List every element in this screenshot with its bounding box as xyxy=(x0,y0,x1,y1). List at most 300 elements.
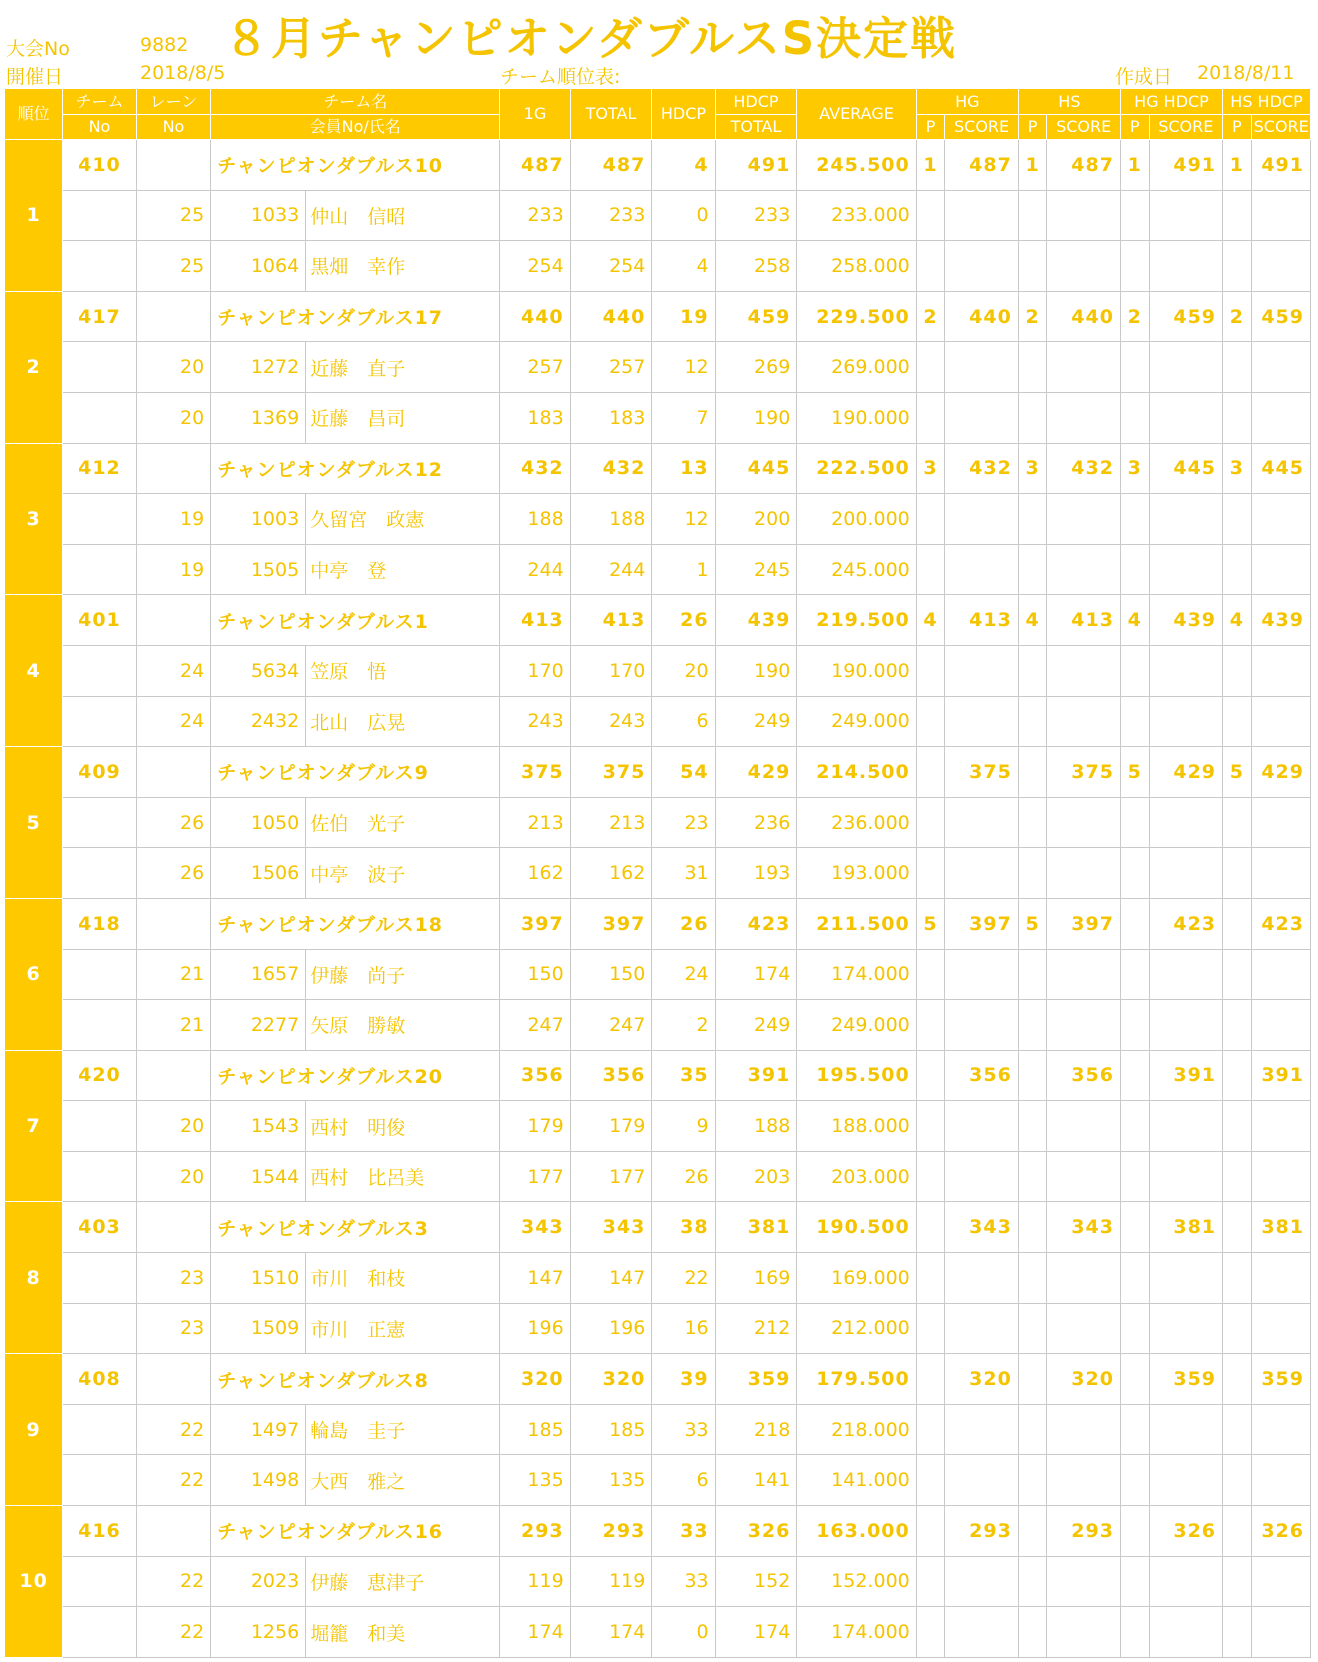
empty-cell xyxy=(1149,241,1223,292)
hg-score: 413 xyxy=(945,595,1019,646)
col-hdcp-total-l2: TOTAL xyxy=(715,115,797,140)
rank-cell: 9 xyxy=(5,1354,63,1506)
hg-hdcp-place: 2 xyxy=(1120,291,1149,342)
hg-place xyxy=(916,1354,945,1405)
hdcp: 6 xyxy=(652,1455,715,1506)
col-hg-p: P xyxy=(916,115,945,140)
score-1g: 119 xyxy=(500,1556,570,1607)
average: 236.000 xyxy=(797,797,916,848)
empty-cell xyxy=(1223,1253,1252,1304)
rank-cell: 3 xyxy=(5,443,63,595)
hg-hdcp-score: 391 xyxy=(1149,1050,1223,1101)
member-name: 伊藤 恵津子 xyxy=(306,1556,500,1607)
empty-cell xyxy=(1018,494,1047,545)
team-no-empty xyxy=(63,1556,137,1607)
score-total: 177 xyxy=(570,1151,652,1202)
team-row xyxy=(5,1354,1311,1405)
empty-cell xyxy=(1149,949,1223,1000)
empty-cell xyxy=(1251,392,1310,443)
score-1g: 487 xyxy=(500,140,570,191)
empty-cell xyxy=(916,190,945,241)
lane-no: 20 xyxy=(136,392,211,443)
hs-place xyxy=(1018,1050,1047,1101)
empty-cell xyxy=(1223,949,1252,1000)
empty-cell xyxy=(1149,696,1223,747)
score-total: 213 xyxy=(570,797,652,848)
rank-cell: 8 xyxy=(5,1202,63,1354)
empty-cell xyxy=(1047,1000,1121,1051)
member-row xyxy=(5,1000,1311,1051)
score-1g: 243 xyxy=(500,696,570,747)
member-no: 1510 xyxy=(211,1253,306,1304)
hs-hdcp-place: 5 xyxy=(1223,747,1252,798)
hg-score: 343 xyxy=(945,1202,1019,1253)
average: 190.500 xyxy=(797,1202,916,1253)
team-name: チャンピオンダブルス20 xyxy=(211,1050,500,1101)
member-row xyxy=(5,544,1311,595)
hdcp-total: 249 xyxy=(715,696,797,747)
empty-cell xyxy=(1223,645,1252,696)
hs-place xyxy=(1018,1506,1047,1557)
hs-score: 440 xyxy=(1047,291,1121,342)
score-total: 196 xyxy=(570,1303,652,1354)
hdcp-total: 439 xyxy=(715,595,797,646)
score-total: 233 xyxy=(570,190,652,241)
empty-cell xyxy=(1223,494,1252,545)
empty-cell xyxy=(1223,797,1252,848)
member-name: 堀籠 和美 xyxy=(306,1607,500,1658)
hg-hdcp-place: 4 xyxy=(1120,595,1149,646)
member-no: 1509 xyxy=(211,1303,306,1354)
hdcp: 16 xyxy=(652,1303,715,1354)
score-1g: 356 xyxy=(500,1050,570,1101)
average: 222.500 xyxy=(797,443,916,494)
team-no: 412 xyxy=(63,443,137,494)
rank-cell: 4 xyxy=(5,595,63,747)
member-no: 1272 xyxy=(211,342,306,393)
empty-cell xyxy=(1120,1303,1149,1354)
empty-cell xyxy=(1223,696,1252,747)
empty-cell xyxy=(1149,1253,1223,1304)
hdcp-total: 174 xyxy=(715,1607,797,1658)
empty-cell xyxy=(1120,848,1149,899)
hs-hdcp-place: 3 xyxy=(1223,443,1252,494)
member-row xyxy=(5,1101,1311,1152)
hs-hdcp-place: 1 xyxy=(1223,140,1252,191)
empty-cell xyxy=(945,848,1019,899)
hs-score: 397 xyxy=(1047,898,1121,949)
hg-place: 2 xyxy=(916,291,945,342)
empty-cell xyxy=(1251,1404,1310,1455)
score-1g: 254 xyxy=(500,241,570,292)
average: 190.000 xyxy=(797,392,916,443)
hs-score: 375 xyxy=(1047,747,1121,798)
col-hs: HS xyxy=(1018,89,1120,115)
hdcp-total: 245 xyxy=(715,544,797,595)
member-name: 北山 広晃 xyxy=(306,696,500,747)
hdcp-total: 359 xyxy=(715,1354,797,1405)
member-no: 1256 xyxy=(211,1607,306,1658)
empty-cell xyxy=(1251,342,1310,393)
rank-cell: 6 xyxy=(5,898,63,1050)
hg-hdcp-score: 491 xyxy=(1149,140,1223,191)
score-total: 397 xyxy=(570,898,652,949)
empty-cell xyxy=(1120,1000,1149,1051)
member-row xyxy=(5,1151,1311,1202)
hdcp-total: 174 xyxy=(715,949,797,1000)
hdcp: 12 xyxy=(652,494,715,545)
average: 179.500 xyxy=(797,1354,916,1405)
team-row xyxy=(5,1506,1311,1557)
empty-cell xyxy=(1223,848,1252,899)
empty-cell xyxy=(1149,342,1223,393)
empty-cell xyxy=(1018,190,1047,241)
member-no: 1657 xyxy=(211,949,306,1000)
member-row xyxy=(5,797,1311,848)
team-no-empty xyxy=(63,1000,137,1051)
hdcp: 31 xyxy=(652,848,715,899)
lane-no: 21 xyxy=(136,949,211,1000)
average: 211.500 xyxy=(797,898,916,949)
member-row xyxy=(5,392,1311,443)
empty-cell xyxy=(1047,392,1121,443)
col-1g: 1G xyxy=(500,89,570,140)
hdcp: 0 xyxy=(652,190,715,241)
team-no-empty xyxy=(63,494,137,545)
lane-no: 25 xyxy=(136,190,211,241)
hs-hdcp-score: 359 xyxy=(1251,1354,1310,1405)
empty-cell xyxy=(1251,544,1310,595)
hdcp: 26 xyxy=(652,898,715,949)
hs-score: 487 xyxy=(1047,140,1121,191)
average: 169.000 xyxy=(797,1253,916,1304)
empty-cell xyxy=(916,1000,945,1051)
hg-hdcp-place: 1 xyxy=(1120,140,1149,191)
hs-place xyxy=(1018,747,1047,798)
hs-hdcp-score: 381 xyxy=(1251,1202,1310,1253)
empty-cell xyxy=(1251,1455,1310,1506)
empty-cell xyxy=(945,949,1019,1000)
empty-cell xyxy=(1149,848,1223,899)
empty-cell xyxy=(1223,1000,1252,1051)
hs-hdcp-place xyxy=(1223,1506,1252,1557)
member-no: 1544 xyxy=(211,1151,306,1202)
empty-cell xyxy=(916,848,945,899)
hdcp-total: 459 xyxy=(715,291,797,342)
empty-cell xyxy=(1149,1607,1223,1658)
empty-cell xyxy=(1047,1101,1121,1152)
empty-cell xyxy=(1149,1404,1223,1455)
average: 188.000 xyxy=(797,1101,916,1152)
team-name: チャンピオンダブルス12 xyxy=(211,443,500,494)
member-name: 市川 正憲 xyxy=(306,1303,500,1354)
empty-cell xyxy=(1018,949,1047,1000)
empty-cell xyxy=(916,544,945,595)
empty-cell xyxy=(1018,797,1047,848)
score-1g: 244 xyxy=(500,544,570,595)
team-no: 409 xyxy=(63,747,137,798)
col-hdcp: HDCP xyxy=(652,89,715,140)
lane-no: 19 xyxy=(136,494,211,545)
average: 249.000 xyxy=(797,1000,916,1051)
team-no-empty xyxy=(63,797,137,848)
hdcp-total: 212 xyxy=(715,1303,797,1354)
hs-place xyxy=(1018,1202,1047,1253)
hs-score: 343 xyxy=(1047,1202,1121,1253)
col-team-l2: No xyxy=(63,115,137,140)
col-team-l1: チーム xyxy=(63,89,137,115)
empty-cell xyxy=(1018,1303,1047,1354)
empty-cell xyxy=(1251,494,1310,545)
empty-cell xyxy=(945,1151,1019,1202)
hs-place: 3 xyxy=(1018,443,1047,494)
member-name: 輪島 圭子 xyxy=(306,1404,500,1455)
rank-cell: 10 xyxy=(5,1506,63,1658)
score-1g: 432 xyxy=(500,443,570,494)
hdcp-total: 190 xyxy=(715,645,797,696)
empty-cell xyxy=(1018,241,1047,292)
empty-cell xyxy=(1018,1404,1047,1455)
empty-cell xyxy=(916,1253,945,1304)
empty-cell xyxy=(1047,494,1121,545)
empty-cell xyxy=(1251,1556,1310,1607)
empty-cell xyxy=(1047,544,1121,595)
hs-place: 1 xyxy=(1018,140,1047,191)
hg-place xyxy=(916,1050,945,1101)
hdcp: 26 xyxy=(652,1151,715,1202)
hs-hdcp-score: 445 xyxy=(1251,443,1310,494)
member-row xyxy=(5,848,1311,899)
empty-cell xyxy=(1149,1455,1223,1506)
average: 245.500 xyxy=(797,140,916,191)
lane-no: 22 xyxy=(136,1556,211,1607)
empty-cell xyxy=(945,544,1019,595)
average: 195.500 xyxy=(797,1050,916,1101)
empty-cell xyxy=(1223,1455,1252,1506)
hg-hdcp-score: 439 xyxy=(1149,595,1223,646)
lane-no: 22 xyxy=(136,1455,211,1506)
page-title: ８月チャンピオンダブルスS決定戦 xyxy=(224,12,958,65)
hg-hdcp-place xyxy=(1120,1354,1149,1405)
empty-cell xyxy=(945,494,1019,545)
member-name: 市川 和枝 xyxy=(306,1253,500,1304)
member-no: 1033 xyxy=(211,190,306,241)
hs-hdcp-score: 459 xyxy=(1251,291,1310,342)
member-no: 5634 xyxy=(211,645,306,696)
empty-cell xyxy=(1251,1303,1310,1354)
empty-cell xyxy=(945,392,1019,443)
empty-cell xyxy=(916,342,945,393)
member-name: 近藤 昌司 xyxy=(306,392,500,443)
member-no: 2432 xyxy=(211,696,306,747)
empty-cell xyxy=(1120,949,1149,1000)
average: 190.000 xyxy=(797,645,916,696)
empty-cell xyxy=(1149,392,1223,443)
col-hg: HG xyxy=(916,89,1018,115)
hdcp-total: 193 xyxy=(715,848,797,899)
score-1g: 174 xyxy=(500,1607,570,1658)
rank-cell: 1 xyxy=(5,140,63,292)
team-name: チャンピオンダブルス18 xyxy=(211,898,500,949)
col-hs-p: P xyxy=(1018,115,1047,140)
empty-cell xyxy=(1120,1556,1149,1607)
empty-cell xyxy=(1047,1404,1121,1455)
hdcp: 23 xyxy=(652,797,715,848)
hs-score: 413 xyxy=(1047,595,1121,646)
empty-cell xyxy=(945,190,1019,241)
member-row xyxy=(5,949,1311,1000)
score-total: 244 xyxy=(570,544,652,595)
average: 229.500 xyxy=(797,291,916,342)
hg-place: 4 xyxy=(916,595,945,646)
score-total: 183 xyxy=(570,392,652,443)
hdcp: 24 xyxy=(652,949,715,1000)
col-lane-l2: No xyxy=(136,115,211,140)
empty-cell xyxy=(1018,696,1047,747)
member-row xyxy=(5,1253,1311,1304)
hdcp-total: 200 xyxy=(715,494,797,545)
hg-place: 5 xyxy=(916,898,945,949)
team-no: 418 xyxy=(63,898,137,949)
hg-place: 3 xyxy=(916,443,945,494)
tournament-no-label: 大会No xyxy=(6,38,70,60)
empty-cell xyxy=(1120,392,1149,443)
lane-no: 23 xyxy=(136,1253,211,1304)
member-name: 笠原 悟 xyxy=(306,645,500,696)
empty-cell xyxy=(1223,392,1252,443)
lane-no: 22 xyxy=(136,1404,211,1455)
empty-cell xyxy=(1018,1000,1047,1051)
hg-score: 432 xyxy=(945,443,1019,494)
empty-cell xyxy=(945,797,1019,848)
score-total: 150 xyxy=(570,949,652,1000)
member-no: 2023 xyxy=(211,1556,306,1607)
hdcp-total: 169 xyxy=(715,1253,797,1304)
lane-no xyxy=(136,140,211,191)
rank-cell: 7 xyxy=(5,1050,63,1202)
member-row xyxy=(5,696,1311,747)
member-name: 伊藤 尚子 xyxy=(306,949,500,1000)
team-name: チャンピオンダブルス9 xyxy=(211,747,500,798)
hs-place xyxy=(1018,1354,1047,1405)
hdcp-total: 249 xyxy=(715,1000,797,1051)
team-no-empty xyxy=(63,696,137,747)
lane-no: 25 xyxy=(136,241,211,292)
member-row xyxy=(5,342,1311,393)
empty-cell xyxy=(1223,241,1252,292)
empty-cell xyxy=(1251,1151,1310,1202)
team-name: チャンピオンダブルス8 xyxy=(211,1354,500,1405)
member-row xyxy=(5,1607,1311,1658)
team-no: 403 xyxy=(63,1202,137,1253)
empty-cell xyxy=(1018,544,1047,595)
empty-cell xyxy=(1018,1253,1047,1304)
empty-cell xyxy=(1047,1455,1121,1506)
empty-cell xyxy=(1047,1253,1121,1304)
empty-cell xyxy=(1120,190,1149,241)
col-hs-hdcp-p: P xyxy=(1223,115,1252,140)
lane-no xyxy=(136,1050,211,1101)
score-1g: 397 xyxy=(500,898,570,949)
score-1g: 293 xyxy=(500,1506,570,1557)
hg-hdcp-score: 429 xyxy=(1149,747,1223,798)
hs-hdcp-score: 439 xyxy=(1251,595,1310,646)
score-total: 179 xyxy=(570,1101,652,1152)
hdcp: 4 xyxy=(652,140,715,191)
average: 174.000 xyxy=(797,1607,916,1658)
empty-cell xyxy=(1251,241,1310,292)
lane-no: 21 xyxy=(136,1000,211,1051)
lane-no xyxy=(136,898,211,949)
hs-hdcp-score: 391 xyxy=(1251,1050,1310,1101)
empty-cell xyxy=(945,1607,1019,1658)
lane-no: 20 xyxy=(136,1151,211,1202)
member-row xyxy=(5,1404,1311,1455)
empty-cell xyxy=(1018,645,1047,696)
score-total: 257 xyxy=(570,342,652,393)
hdcp-total: 203 xyxy=(715,1151,797,1202)
empty-cell xyxy=(916,1303,945,1354)
member-name: 近藤 直子 xyxy=(306,342,500,393)
empty-cell xyxy=(1047,190,1121,241)
empty-cell xyxy=(1120,1607,1149,1658)
empty-cell xyxy=(1047,848,1121,899)
member-row xyxy=(5,645,1311,696)
team-no: 416 xyxy=(63,1506,137,1557)
empty-cell xyxy=(1047,342,1121,393)
average: 174.000 xyxy=(797,949,916,1000)
col-lane-l1: レーン xyxy=(136,89,211,115)
hdcp: 26 xyxy=(652,595,715,646)
empty-cell xyxy=(916,1607,945,1658)
lane-no xyxy=(136,747,211,798)
empty-cell xyxy=(1149,1556,1223,1607)
empty-cell xyxy=(945,1000,1019,1051)
score-total: 375 xyxy=(570,747,652,798)
empty-cell xyxy=(1149,1101,1223,1152)
lane-no xyxy=(136,1202,211,1253)
hdcp-total: 391 xyxy=(715,1050,797,1101)
empty-cell xyxy=(1047,696,1121,747)
team-no-empty xyxy=(63,342,137,393)
lane-no: 22 xyxy=(136,1607,211,1658)
score-total: 247 xyxy=(570,1000,652,1051)
hs-place: 4 xyxy=(1018,595,1047,646)
col-total: TOTAL xyxy=(570,89,652,140)
team-row xyxy=(5,291,1311,342)
empty-cell xyxy=(1120,1151,1149,1202)
score-1g: 320 xyxy=(500,1354,570,1405)
member-row xyxy=(5,1455,1311,1506)
lane-no xyxy=(136,595,211,646)
average: 219.500 xyxy=(797,595,916,646)
empty-cell xyxy=(945,241,1019,292)
hg-hdcp-place: 3 xyxy=(1120,443,1149,494)
score-1g: 185 xyxy=(500,1404,570,1455)
score-1g: 413 xyxy=(500,595,570,646)
empty-cell xyxy=(1047,645,1121,696)
hdcp-total: 381 xyxy=(715,1202,797,1253)
hs-hdcp-score: 326 xyxy=(1251,1506,1310,1557)
hdcp-total: 152 xyxy=(715,1556,797,1607)
empty-cell xyxy=(945,1303,1019,1354)
hdcp: 13 xyxy=(652,443,715,494)
lane-no: 23 xyxy=(136,1303,211,1354)
member-name: 中亭 登 xyxy=(306,544,500,595)
hg-hdcp-place: 5 xyxy=(1120,747,1149,798)
team-no-empty xyxy=(63,1151,137,1202)
score-total: 170 xyxy=(570,645,652,696)
